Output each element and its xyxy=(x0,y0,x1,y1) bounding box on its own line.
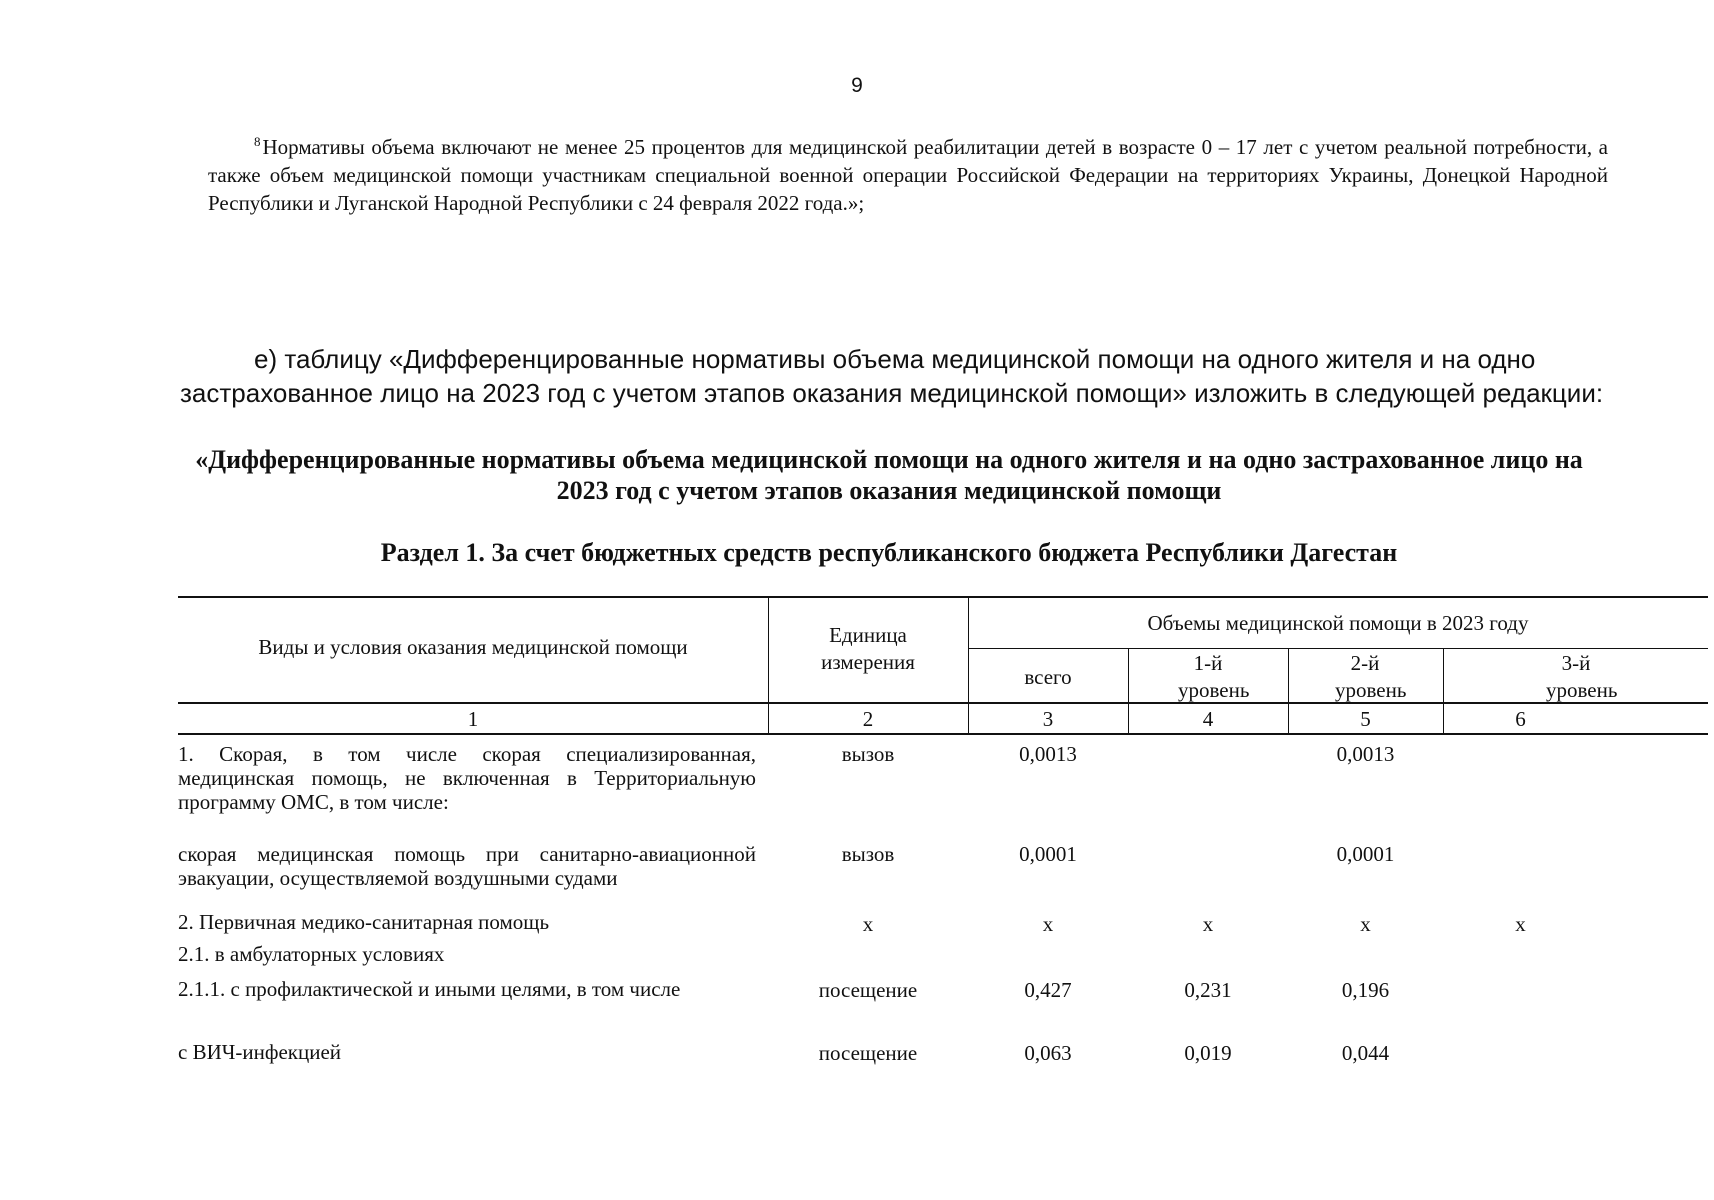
volumes-header-rule xyxy=(968,648,1708,649)
cell-total: 0,0013 xyxy=(1019,742,1077,766)
footnote-text: Нормативы объема включают не менее 25 процентов для медицинской реабилитации детей в возрасте 0 – 17 лет с учетом реальной потребности, а также объем медицинской помощи участникам специальной военной операции Российской Федерации на территориях Украины, Донецкой Народной Республики и Луганской Народной Республики с 24 февраля 2022 года.»; xyxy=(208,135,1608,215)
column-number: 3 xyxy=(1042,707,1054,731)
cell-unit: х xyxy=(862,912,874,936)
header-bottom-rule xyxy=(178,702,1708,704)
table-top-rule xyxy=(178,596,1708,598)
column-number: 5 xyxy=(1360,707,1371,731)
cell-total: 0,063 xyxy=(1024,1041,1072,1065)
header-level3: 3-й уровень xyxy=(1546,651,1618,702)
header-unit: Единица измерения xyxy=(821,623,915,674)
cell-unit: вызов xyxy=(841,742,895,766)
header-total: всего xyxy=(1024,665,1072,689)
cell-level2: 0,044 xyxy=(1341,1041,1390,1065)
numbers-bottom-rule xyxy=(178,733,1708,735)
cell-total: 0,427 xyxy=(1024,978,1072,1002)
cell-level2: 0,0001 xyxy=(1336,842,1395,866)
cell-level1: 0,019 xyxy=(1184,1041,1232,1065)
footnote-mark: 8 xyxy=(254,134,261,149)
header-kind: Виды и условия оказания медицинской помощи xyxy=(258,635,688,659)
cell-unit: посещение xyxy=(818,978,918,1002)
section-title: Раздел 1. За счет бюджетных средств республиканского бюджета Республики Дагестан xyxy=(380,538,1398,567)
header-volumes: Объемы медицинской помощи в 2023 году xyxy=(1147,611,1529,635)
column-number: 4 xyxy=(1202,707,1214,731)
cell-level2: х xyxy=(1360,912,1371,936)
intro-paragraph: е) таблицу «Дифференцированные нормативы объема медицинской помощи на одного жителя и на одно застрахованное лицо на 2023 год с учетом этапов оказания медицинской помощи» изложить в следующей редакции: xyxy=(180,344,1604,408)
table-row-label: скорая медицинская помощь при санитарно-авиационной эвакуации, осуществляемой воздушными судами xyxy=(178,842,756,890)
cell-unit: посещение xyxy=(818,1041,918,1065)
column-number: 6 xyxy=(1515,707,1526,731)
table-row-label: 1. Скорая, в том числе скорая специализированная, медицинская помощь, не включенная в Территориальную программу ОМС, в том числе: xyxy=(178,742,756,814)
cell-level2: 0,196 xyxy=(1341,978,1390,1002)
footnote xyxy=(208,128,1608,217)
table-row-label: 2.1.1. с профилактической и иными целями, в том числе xyxy=(178,977,681,1001)
norms-table xyxy=(178,596,1708,1096)
header-level2: 2-й уровень xyxy=(1335,651,1407,702)
header-level1: 1-й уровень xyxy=(1178,651,1250,702)
cell-level2: 0,0013 xyxy=(1336,742,1395,766)
cell-unit: вызов xyxy=(841,842,895,866)
document-title: «Дифференцированные нормативы объема медицинской помощи на одного жителя и на одно застрахованное лицо на 2023 год с учетом этапов оказания медицинской помощи xyxy=(195,445,1583,505)
column-number: 2 xyxy=(862,707,874,731)
cell-total: х xyxy=(1042,912,1054,936)
cell-level1: 0,231 xyxy=(1184,978,1232,1002)
table-row-label: 2. Первичная медико-санитарная помощь xyxy=(178,910,550,934)
cell-total: 0,0001 xyxy=(1019,842,1077,866)
table-row-label: с ВИЧ-инфекцией xyxy=(178,1040,342,1064)
column-number: 1 xyxy=(467,707,479,731)
table-row-label: 2.1. в амбулаторных условиях xyxy=(178,942,445,966)
cell-level1: х xyxy=(1202,912,1214,936)
page-number: 9 xyxy=(851,74,863,97)
cell-level3: х xyxy=(1515,912,1526,936)
